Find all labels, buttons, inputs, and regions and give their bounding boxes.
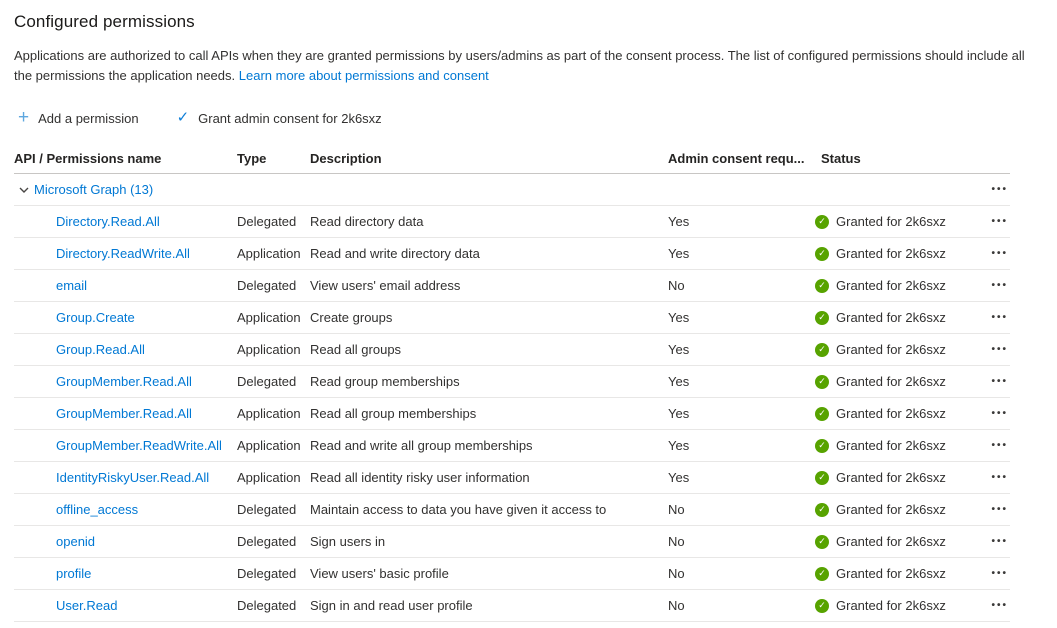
permission-type: Delegated <box>237 534 297 550</box>
permission-status <box>815 246 985 261</box>
permission-link[interactable]: GroupMember.ReadWrite.All <box>56 438 222 454</box>
admin-consent-value: No <box>668 502 685 518</box>
ellipsis-icon: ••• <box>991 439 1008 451</box>
permission-link[interactable]: Directory.Read.All <box>56 214 160 230</box>
table-header-row <box>14 144 1010 174</box>
admin-consent-value: No <box>668 598 685 614</box>
ellipsis-icon: ••• <box>991 567 1008 579</box>
permission-status <box>815 470 985 485</box>
permission-name-cell <box>14 246 237 261</box>
status-text: Granted for 2k6sxz <box>836 534 946 550</box>
permission-name-cell <box>14 438 237 453</box>
permission-link[interactable]: email <box>56 278 88 294</box>
permission-description: View users' email address <box>310 278 461 294</box>
permission-name-cell <box>14 406 237 421</box>
ellipsis-icon: ••• <box>991 535 1008 547</box>
permission-type: Application <box>237 246 301 262</box>
ellipsis-icon: ••• <box>991 407 1008 419</box>
status-text: Granted for 2k6sxz <box>836 214 946 230</box>
column-header-description[interactable]: Description <box>310 151 382 167</box>
status-text: Granted for 2k6sxz <box>836 278 946 294</box>
chevron-down-icon[interactable] <box>18 184 30 196</box>
ellipsis-icon: ••• <box>991 311 1008 323</box>
status-text: Granted for 2k6sxz <box>836 502 946 518</box>
admin-consent-value: Yes <box>668 214 690 230</box>
granted-check-icon: ✓ <box>815 343 829 357</box>
row-more-options-button[interactable] <box>985 302 1010 333</box>
page-title: Configured permissions <box>14 12 195 31</box>
permission-type: Application <box>237 438 301 454</box>
permission-status <box>815 502 985 517</box>
admin-consent-value: No <box>668 566 685 582</box>
permission-link[interactable]: GroupMember.Read.All <box>56 374 192 390</box>
learn-more-link[interactable]: Learn more about permissions and consent <box>238 68 489 84</box>
permission-name-cell <box>14 342 237 357</box>
status-text: Granted for 2k6sxz <box>836 246 946 262</box>
row-more-options-button[interactable] <box>985 462 1010 493</box>
permission-status <box>815 342 985 357</box>
column-header-status[interactable]: Status <box>821 151 861 167</box>
permission-link[interactable]: Group.Read.All <box>56 342 145 358</box>
permission-type: Delegated <box>237 502 297 518</box>
admin-consent-value: Yes <box>668 438 690 454</box>
admin-consent-value: Yes <box>668 374 690 390</box>
permission-type: Application <box>237 406 301 422</box>
permission-link[interactable]: GroupMember.Read.All <box>56 406 192 422</box>
permission-link[interactable]: User.Read <box>56 598 118 614</box>
permission-description: Create groups <box>310 310 393 326</box>
status-text: Granted for 2k6sxz <box>836 406 946 422</box>
permission-name-cell <box>14 534 237 549</box>
permission-status <box>815 310 985 325</box>
row-more-options-button[interactable] <box>985 238 1010 269</box>
table-row <box>14 462 1010 494</box>
admin-consent-value: No <box>668 534 685 550</box>
granted-check-icon: ✓ <box>815 439 829 453</box>
status-text: Granted for 2k6sxz <box>836 342 946 358</box>
permission-status <box>815 406 985 421</box>
grant-admin-consent-label: Grant admin consent for 2k6sxz <box>198 110 382 126</box>
api-group-link[interactable]: Microsoft Graph (13) <box>34 182 154 198</box>
add-permission-label: Add a permission <box>38 110 139 126</box>
column-header-api-permissions-name[interactable]: API / Permissions name <box>14 151 162 167</box>
granted-check-icon: ✓ <box>815 215 829 229</box>
permission-link[interactable]: profile <box>56 566 92 582</box>
row-more-options-button[interactable] <box>985 430 1010 461</box>
permission-status <box>815 598 985 613</box>
grant-admin-consent-button[interactable] <box>173 108 386 128</box>
permission-type: Application <box>237 342 301 358</box>
table-row <box>14 334 1010 366</box>
ellipsis-icon: ••• <box>991 503 1008 515</box>
status-text: Granted for 2k6sxz <box>836 470 946 486</box>
row-more-options-button[interactable] <box>985 270 1010 301</box>
permission-type: Delegated <box>237 598 297 614</box>
description-text <box>14 46 1034 86</box>
admin-consent-value: No <box>668 278 685 294</box>
table-row <box>14 238 1010 270</box>
group-more-options-button[interactable] <box>985 174 1010 205</box>
admin-consent-value: Yes <box>668 310 690 326</box>
granted-check-icon: ✓ <box>815 535 829 549</box>
permission-description: Sign in and read user profile <box>310 598 473 614</box>
granted-check-icon: ✓ <box>815 311 829 325</box>
api-group-cell <box>14 182 985 197</box>
column-header-type[interactable]: Type <box>237 151 267 167</box>
table-body <box>14 206 1010 622</box>
permission-name-cell <box>14 566 237 581</box>
permission-name-cell <box>14 278 237 293</box>
permission-description: Read and write directory data <box>310 246 480 262</box>
permission-type: Application <box>237 310 301 326</box>
row-more-options-button[interactable] <box>985 398 1010 429</box>
permission-link[interactable]: IdentityRiskyUser.Read.All <box>56 470 210 486</box>
permission-description: View users' basic profile <box>310 566 449 582</box>
permission-type: Delegated <box>237 278 297 294</box>
table-row <box>14 430 1010 462</box>
row-more-options-button[interactable] <box>985 526 1010 557</box>
api-group-row <box>14 174 1010 206</box>
granted-check-icon: ✓ <box>815 599 829 613</box>
row-more-options-button[interactable] <box>985 558 1010 589</box>
description-body: Applications are authorized to call APIs when they are granted permissions by users/admins as part of the consent process. The list of configured permissions should include all the permissions the application needs. <box>14 48 1025 84</box>
permission-status <box>815 438 985 453</box>
permission-description: Read all identity risky user information <box>310 470 530 486</box>
row-more-options-button[interactable] <box>985 334 1010 365</box>
ellipsis-icon: ••• <box>991 599 1008 611</box>
ellipsis-icon: ••• <box>991 247 1008 259</box>
permission-type: Application <box>237 470 301 486</box>
column-header-admin-consent[interactable]: Admin consent requ... <box>668 151 805 167</box>
permission-name-cell <box>14 310 237 325</box>
ellipsis-icon: ••• <box>991 215 1008 227</box>
add-permission-button[interactable] <box>14 108 143 128</box>
permission-type: Delegated <box>237 374 297 390</box>
ellipsis-icon: ••• <box>991 343 1008 355</box>
permission-status <box>815 566 985 581</box>
row-more-options-button[interactable] <box>985 206 1010 237</box>
permission-description: Read directory data <box>310 214 424 230</box>
permission-name-cell <box>14 214 237 229</box>
permission-status <box>815 278 985 293</box>
granted-check-icon: ✓ <box>815 279 829 293</box>
status-text: Granted for 2k6sxz <box>836 374 946 390</box>
ellipsis-icon: ••• <box>991 279 1008 291</box>
granted-check-icon: ✓ <box>815 471 829 485</box>
permission-link[interactable]: openid <box>56 534 96 550</box>
admin-consent-value: Yes <box>668 342 690 358</box>
table-row <box>14 526 1010 558</box>
row-more-options-button[interactable] <box>985 494 1010 525</box>
admin-consent-value: Yes <box>668 406 690 422</box>
check-icon: ✓ <box>176 109 190 127</box>
granted-check-icon: ✓ <box>815 567 829 581</box>
permission-description: Read all groups <box>310 342 402 358</box>
permission-status <box>815 214 985 229</box>
permission-status <box>815 534 985 549</box>
ellipsis-icon: ••• <box>991 471 1008 483</box>
permission-description: Read and write all group memberships <box>310 438 533 454</box>
table-row <box>14 302 1010 334</box>
permission-link[interactable]: offline_access <box>56 502 139 518</box>
status-text: Granted for 2k6sxz <box>836 310 946 326</box>
permission-link[interactable]: Group.Create <box>56 310 135 326</box>
permission-status <box>815 374 985 389</box>
permission-link[interactable]: Directory.ReadWrite.All <box>56 246 190 262</box>
table-row <box>14 494 1010 526</box>
plus-icon: + <box>18 107 30 129</box>
admin-consent-value: Yes <box>668 246 690 262</box>
table-row <box>14 206 1010 238</box>
status-text: Granted for 2k6sxz <box>836 598 946 614</box>
permission-name-cell <box>14 470 237 485</box>
ellipsis-icon: ••• <box>991 375 1008 387</box>
granted-check-icon: ✓ <box>815 247 829 261</box>
permission-description: Sign users in <box>310 534 386 550</box>
table-row <box>14 558 1010 590</box>
status-text: Granted for 2k6sxz <box>836 566 946 582</box>
permission-type: Delegated <box>237 566 297 582</box>
granted-check-icon: ✓ <box>815 375 829 389</box>
permission-name-cell <box>14 374 237 389</box>
ellipsis-icon: ••• <box>991 183 1008 195</box>
granted-check-icon: ✓ <box>815 407 829 421</box>
table-row <box>14 270 1010 302</box>
command-bar <box>14 102 1043 134</box>
row-more-options-button[interactable] <box>985 366 1010 397</box>
granted-check-icon: ✓ <box>815 503 829 517</box>
permission-description: Maintain access to data you have given it access to <box>310 502 607 518</box>
permissions-table <box>14 144 1010 622</box>
permission-name-cell <box>14 598 237 613</box>
table-row <box>14 398 1010 430</box>
status-text: Granted for 2k6sxz <box>836 438 946 454</box>
permission-name-cell <box>14 502 237 517</box>
table-row <box>14 366 1010 398</box>
table-row <box>14 590 1010 622</box>
permission-type: Delegated <box>237 214 297 230</box>
row-more-options-button[interactable] <box>985 590 1010 621</box>
admin-consent-value: Yes <box>668 470 690 486</box>
permission-description: Read all group memberships <box>310 406 477 422</box>
permission-description: Read group memberships <box>310 374 460 390</box>
